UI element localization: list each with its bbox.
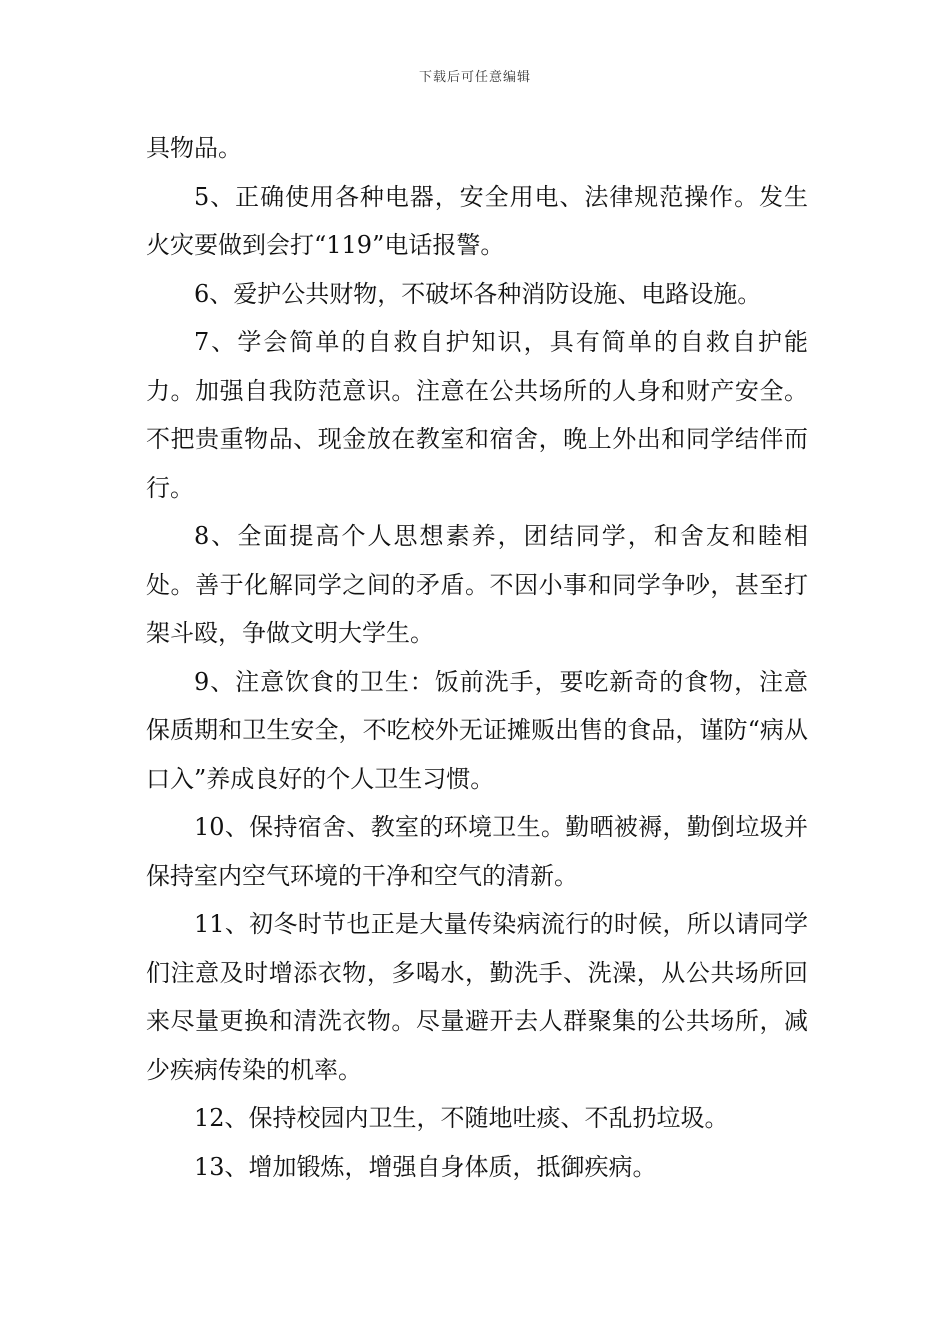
page-header: 下载后可任意编辑 bbox=[418, 70, 531, 85]
paragraph-item-6: 6、爱护公共财物，不破坏各种消防设施、电路设施。 bbox=[194, 279, 762, 308]
paragraph-item-12: 12、保持校园内卫生，不随地吐痰、不乱扔垃圾。 bbox=[194, 1104, 729, 1132]
document-body bbox=[146, 124, 808, 1191]
paragraph-item-7: 7、学会简单的自救自护知识，具有简单的自救自护能力。加强自我防范意识。注意在公共场所的人身和财产安全。不把贵重物品、现金放在教室和宿舍，晚上外出和同学结伴而行。 bbox=[146, 328, 808, 502]
paragraph-continuation: 具物品。 bbox=[146, 134, 242, 162]
paragraph-item-9: 9、注意饮食的卫生：饭前洗手，要吃新奇的食物，注意保质期和卫生安全，不吃校外无证摊贩出售的食品，谨防“病从口入”养成良好的个人卫生习惯。 bbox=[146, 667, 808, 793]
paragraph-item-11: 11、初冬时节也正是大量传染病流行的时候，所以请同学们注意及时增添衣物，多喝水，勤洗手、洗澡，从公共场所回来尽量更换和清洗衣物。尽量避开去人群聚集的公共场所，减少疾病传染的机率。 bbox=[146, 910, 808, 1084]
paragraph-item-13: 13、增加锻炼，增强自身体质，抵御疾病。 bbox=[194, 1152, 657, 1181]
paragraph-item-8: 8、全面提高个人思想素养，团结同学，和舍友和睦相处。善于化解同学之间的矛盾。不因小事和同学争吵，甚至打架斗殴，争做文明大学生。 bbox=[146, 522, 808, 647]
paragraph-item-5: 5、正确使用各种电器，安全用电、法律规范操作。发生火灾要做到会打“119”电话报警。 bbox=[146, 182, 808, 259]
paragraph-item-10: 10、保持宿舍、教室的环境卫生。勤晒被褥，勤倒垃圾并保持室内空气环境的干净和空气的清新。 bbox=[146, 813, 808, 890]
